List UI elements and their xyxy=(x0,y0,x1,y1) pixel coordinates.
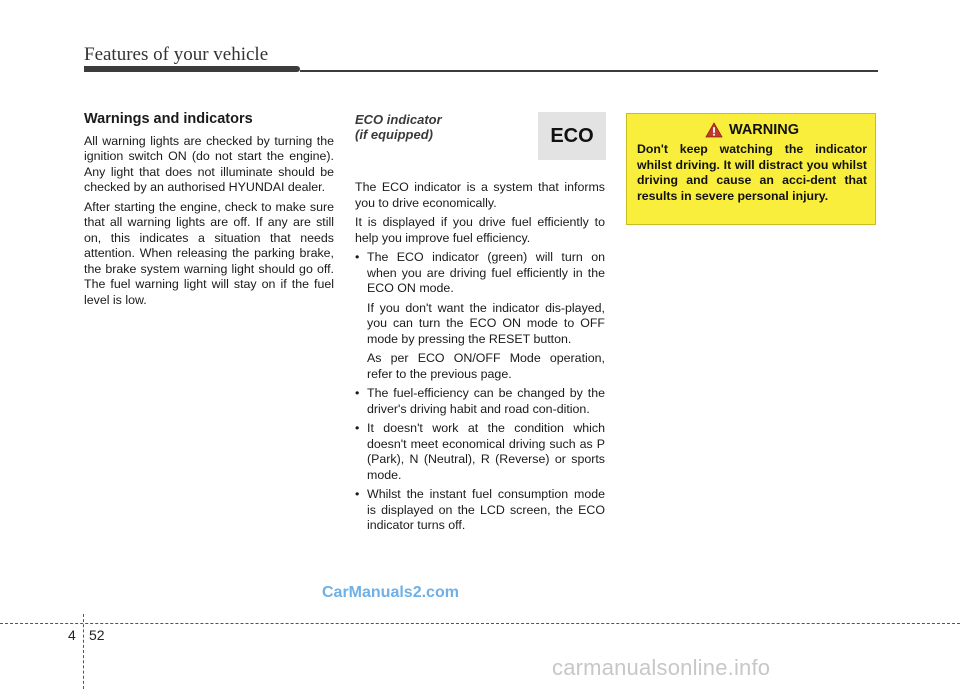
paragraph: All warning lights are checked by turning the ignition switch ON (do not start the engine). Any light that does not illuminate should be checked by an authorised HYUNDAI dealer. xyxy=(84,133,334,194)
page-number: 52 xyxy=(89,627,105,643)
eco-column xyxy=(355,112,605,538)
list-item xyxy=(355,487,605,534)
page-header-title: Features of your vehicle xyxy=(84,44,269,65)
list-item xyxy=(355,386,605,417)
watermark-carmanualsonline: carmanualsonline.info xyxy=(552,655,771,680)
warning-box xyxy=(626,113,876,225)
paragraph: It is displayed if you drive fuel efficiently to help you improve fuel efficiency. xyxy=(355,215,605,245)
left-column xyxy=(84,112,334,312)
warning-text: Don't keep watching the indicator whilst driving. It will distract you whilst driving and cause an acci-dent that results in severe personal injury. xyxy=(637,142,867,203)
eco-heading: ECO indicator xyxy=(355,112,442,127)
list-item xyxy=(355,250,605,382)
list-item-text: It doesn't work at the condition which doesn't meet economical driving such as P (Park), N (Neutral), R (Reverse) or sports mode. xyxy=(367,421,605,482)
list-item-subtext: If you don't want the indicator dis-played, you can turn the ECO ON mode to OFF mode by pressing the RESET button. xyxy=(367,300,605,346)
eco-heading-sub: (if equipped) xyxy=(355,127,433,142)
list-item-text: Whilst the instant fuel consumption mode is displayed on the LCD screen, the ECO indicator turns off. xyxy=(367,487,605,532)
footer-divider xyxy=(0,623,960,624)
footer-vertical-divider xyxy=(83,614,84,689)
eco-bullet-list xyxy=(355,250,605,534)
list-item xyxy=(355,421,605,483)
paragraph: The ECO indicator is a system that informs you to drive economically. xyxy=(355,180,605,210)
warning-header xyxy=(637,122,867,138)
watermark-carmanuals2: CarManuals2.com xyxy=(322,584,459,601)
list-item-text: The ECO indicator (green) will turn on when you are driving fuel efficiently in the ECO ON mode. xyxy=(367,250,605,295)
header-bar xyxy=(84,66,300,72)
warning-triangle-icon xyxy=(705,122,723,138)
eco-indicator-badge: ECO xyxy=(538,112,606,160)
chapter-number: 4 xyxy=(68,627,76,643)
section-heading-warnings: Warnings and indicators xyxy=(84,111,253,127)
warning-title: WARNING xyxy=(728,122,800,138)
header-rule xyxy=(300,70,878,72)
list-item-text: The fuel-efficiency can be changed by the driver's driving habit and road con-dition. xyxy=(367,386,605,416)
list-item-subtext: As per ECO ON/OFF Mode operation, refer to the previous page. xyxy=(367,351,605,381)
paragraph: After starting the engine, check to make sure that all warning lights are off. If any are still on, this indicates a situation that needs attention. When releasing the parking brake, the brake system warning light should go off. The fuel warning light will stay on if the fuel level is low. xyxy=(84,199,334,307)
